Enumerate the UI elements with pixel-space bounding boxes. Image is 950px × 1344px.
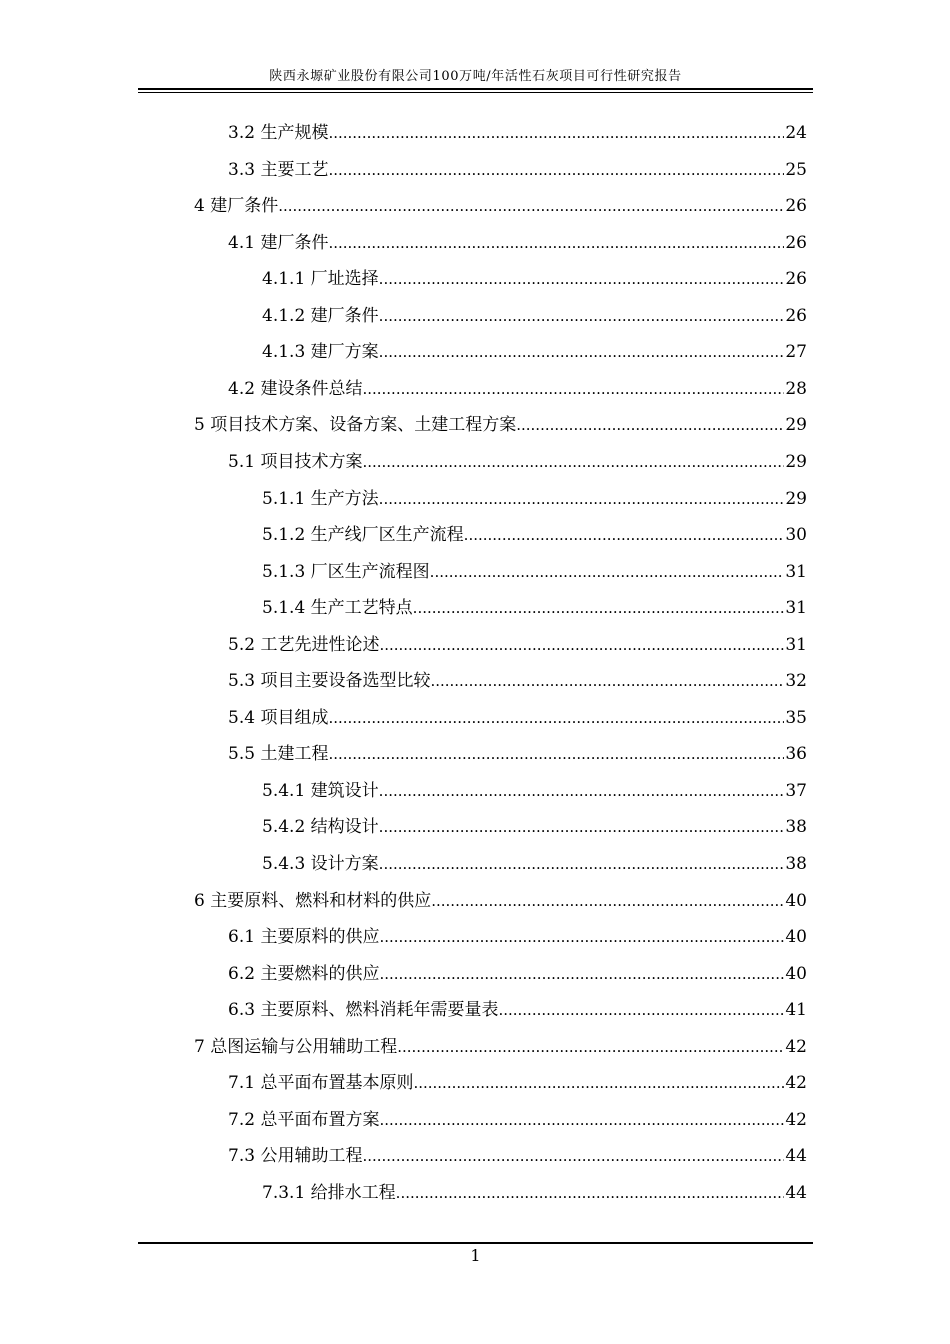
toc-entry[interactable] <box>228 739 807 765</box>
running-header-title: 陕西永塬矿业股份有限公司100万吨/年活性石灰项目可行性研究报告 <box>269 69 682 84</box>
toc-dot-leader <box>379 964 784 984</box>
toc-entry[interactable] <box>228 630 807 656</box>
toc-entry[interactable] <box>262 264 807 290</box>
toc-dot-leader <box>328 123 784 143</box>
toc-dot-leader <box>464 525 785 545</box>
toc-entry-page: 42 <box>785 1073 807 1093</box>
toc-entry-page: 37 <box>785 781 807 801</box>
toc-dot-leader <box>379 781 785 801</box>
toc-entry-page: 38 <box>785 817 807 837</box>
toc-entry[interactable] <box>262 520 807 546</box>
toc-entry-label: 5.2 工艺先进性论述 <box>228 635 380 655</box>
toc-entry-page: 26 <box>785 306 807 326</box>
toc-entry[interactable] <box>262 301 807 327</box>
toc-entry-label: 5.4 项目组成 <box>228 708 329 728</box>
toc-entry[interactable] <box>262 776 807 802</box>
toc-entry-label: 4.1.2 建厂条件 <box>262 306 379 326</box>
toc-entry-label: 6.1 主要原料的供应 <box>228 927 380 947</box>
toc-dot-leader <box>396 1183 785 1203</box>
toc-entry-page: 36 <box>785 744 807 764</box>
toc-entry-label: 3.3 主要工艺 <box>228 160 329 180</box>
header-rule-thin <box>138 92 813 93</box>
toc-dot-leader <box>362 1146 784 1166</box>
toc-entry-page: 40 <box>785 927 807 947</box>
toc-entry-label: 6.2 主要燃料的供应 <box>228 964 380 984</box>
toc-entry[interactable] <box>194 1032 807 1058</box>
toc-entry-page: 29 <box>785 452 807 472</box>
toc-entry-label: 5.3 项目主要设备选型比较 <box>228 671 431 691</box>
toc-entry-page: 32 <box>785 671 807 691</box>
toc-entry-label: 4 建厂条件 <box>194 196 279 216</box>
toc-dot-leader <box>328 160 784 180</box>
toc-dot-leader <box>328 233 784 253</box>
toc-entry[interactable] <box>228 703 807 729</box>
toc-entry[interactable] <box>228 1068 807 1094</box>
toc-entry-label: 7.1 总平面布置基本原则 <box>228 1073 414 1093</box>
toc-dot-leader <box>397 1037 784 1057</box>
toc-entry-page: 30 <box>785 525 807 545</box>
toc-dot-leader <box>362 379 784 399</box>
toc-entry-label: 5.1.3 厂区生产流程图 <box>262 562 430 582</box>
toc-dot-leader <box>379 1110 784 1130</box>
toc-entry-page: 24 <box>785 123 807 143</box>
toc-entry-label: 5.4.2 结构设计 <box>262 817 379 837</box>
toc-entry-label: 4.1 建厂条件 <box>228 233 329 253</box>
toc-entry-page: 27 <box>785 342 807 362</box>
toc-entry-page: 29 <box>785 489 807 509</box>
toc-dot-leader <box>328 708 784 728</box>
toc-dot-leader <box>379 489 785 509</box>
toc-dot-leader <box>498 1000 784 1020</box>
toc-entry[interactable] <box>228 959 807 985</box>
toc-entry[interactable] <box>262 593 807 619</box>
toc-entry[interactable] <box>262 337 807 363</box>
toc-entry-page: 26 <box>785 233 807 253</box>
toc-entry-label: 5.4.3 设计方案 <box>262 854 379 874</box>
toc-entry-page: 40 <box>785 964 807 984</box>
toc-dot-leader <box>328 744 784 764</box>
toc-entry-label: 4.1.3 建厂方案 <box>262 342 379 362</box>
toc-entry-page: 31 <box>785 562 807 582</box>
toc-entry-page: 35 <box>785 708 807 728</box>
toc-dot-leader <box>516 415 784 435</box>
toc-entry[interactable] <box>194 410 807 436</box>
toc-entry-page: 44 <box>785 1146 807 1166</box>
toc-entry[interactable] <box>228 447 807 473</box>
footer-rule <box>138 1242 813 1244</box>
toc-entry-page: 31 <box>785 598 807 618</box>
toc-entry[interactable] <box>228 1141 807 1167</box>
toc-dot-leader <box>379 817 785 837</box>
toc-entry-page: 44 <box>785 1183 807 1203</box>
toc-dot-leader <box>379 342 785 362</box>
toc-entry-label: 7.3.1 给排水工程 <box>262 1183 396 1203</box>
header-rule <box>138 88 813 90</box>
toc-entry[interactable] <box>262 849 807 875</box>
toc-dot-leader <box>362 452 784 472</box>
toc-entry-page: 42 <box>785 1037 807 1057</box>
toc-entry[interactable] <box>194 191 807 217</box>
toc-entry-page: 26 <box>785 269 807 289</box>
toc-entry-label: 7.2 总平面布置方案 <box>228 1110 380 1130</box>
toc-entry-label: 5.1.2 生产线厂区生产流程 <box>262 525 464 545</box>
toc-entry-label: 7.3 公用辅助工程 <box>228 1146 363 1166</box>
toc-entry-label: 5.5 土建工程 <box>228 744 329 764</box>
toc-entry[interactable] <box>262 812 807 838</box>
toc-entry-label: 5.1.4 生产工艺特点 <box>262 598 413 618</box>
toc-entry[interactable] <box>262 557 807 583</box>
toc-entry-page: 26 <box>785 196 807 216</box>
page-number: 1 <box>470 1246 481 1265</box>
toc-entry[interactable] <box>228 374 807 400</box>
toc-dot-leader <box>413 1073 784 1093</box>
toc-entry-page: 29 <box>785 415 807 435</box>
toc-dot-leader <box>379 306 785 326</box>
toc-entry-label: 7 总图运输与公用辅助工程 <box>194 1037 398 1057</box>
toc-entry[interactable] <box>228 228 807 254</box>
toc-dot-leader <box>413 598 785 618</box>
toc-entry-page: 28 <box>785 379 807 399</box>
toc-entry-page: 40 <box>785 891 807 911</box>
toc-entry[interactable] <box>228 118 807 144</box>
toc-dot-leader <box>278 196 784 216</box>
toc-dot-leader <box>431 891 784 911</box>
toc-entry-page: 41 <box>785 1000 807 1020</box>
toc-dot-leader <box>430 671 784 691</box>
toc-entry[interactable] <box>228 922 807 948</box>
toc-entry-label: 5.1.1 生产方法 <box>262 489 379 509</box>
toc-entry[interactable] <box>228 666 807 692</box>
toc-entry-page: 31 <box>785 635 807 655</box>
toc-entry-page: 42 <box>785 1110 807 1130</box>
toc-entry[interactable] <box>194 886 807 912</box>
toc-dot-leader <box>379 269 785 289</box>
toc-entry[interactable] <box>262 1178 807 1204</box>
toc-dot-leader <box>379 854 785 874</box>
toc-dot-leader <box>430 562 785 582</box>
toc-entry-label: 6 主要原料、燃料和材料的供应 <box>194 891 432 911</box>
toc-entry-label: 5 项目技术方案、设备方案、土建工程方案 <box>194 415 517 435</box>
toc-entry-page: 38 <box>785 854 807 874</box>
toc-entry[interactable] <box>228 995 807 1021</box>
toc-entry[interactable] <box>262 484 807 510</box>
toc-entry-label: 4.1.1 厂址选择 <box>262 269 379 289</box>
toc-entry-label: 6.3 主要原料、燃料消耗年需要量表 <box>228 1000 499 1020</box>
toc-entry[interactable] <box>228 155 807 181</box>
toc-dot-leader <box>379 927 784 947</box>
toc-entry-label: 5.4.1 建筑设计 <box>262 781 379 801</box>
toc-entry[interactable] <box>228 1105 807 1131</box>
toc-entry-label: 5.1 项目技术方案 <box>228 452 363 472</box>
toc-entry-label: 4.2 建设条件总结 <box>228 379 363 399</box>
toc-entry-label: 3.2 生产规模 <box>228 123 329 143</box>
toc-entry-page: 25 <box>785 160 807 180</box>
toc-dot-leader <box>379 635 784 655</box>
